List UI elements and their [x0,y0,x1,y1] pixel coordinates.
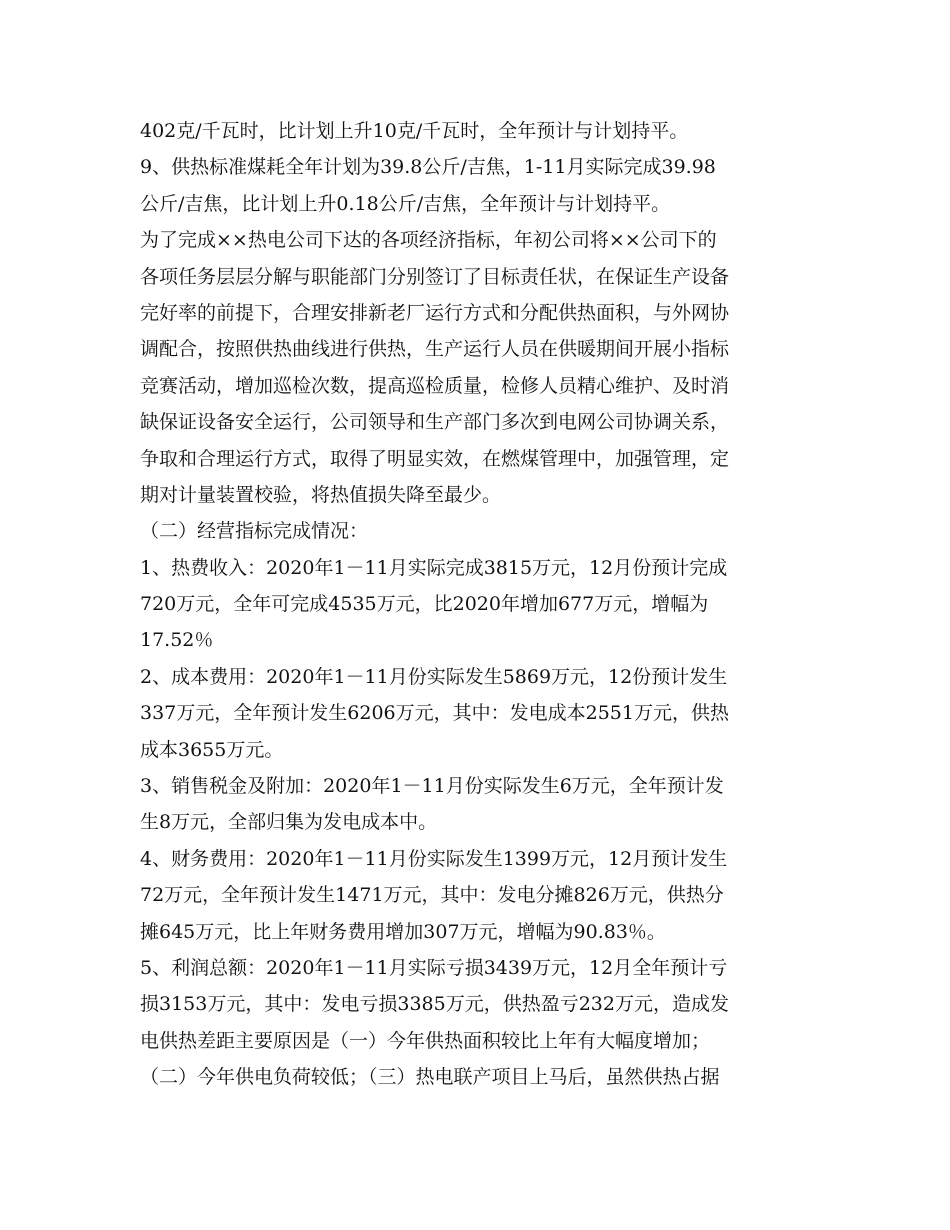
document-body [140,113,820,1096]
text-line: 争取和合理运行方式，取得了明显实效，在燃煤管理中，加强管理，定 [140,447,730,470]
text-line: 1、热费收入：2020年1－11月实际完成3815万元，12月份预计完成 [140,556,728,579]
section-heading: （二）经营指标完成情况： [140,520,369,543]
text-line: 402克/千瓦时，比计划上升10克/千瓦时，全年预计与计划持平。 [140,120,689,142]
text-line: 337万元，全年预计发生6206万元，其中：发电成本2551万元，供热 [140,702,729,725]
text-line: 缺保证设备安全运行，公司领导和生产部门多次到电网公司协调关系， [140,411,730,434]
text-line: 成本3655万元。 [140,738,284,761]
text-line: 调配合，按照供热曲线进行供热，生产运行人员在供暖期间开展小指标 [140,338,730,361]
text-line: 17.52％ [140,629,214,652]
text-line: 9、供热标准煤耗全年计划为39.8公斤/吉焦，1-11月实际完成39.98 [140,156,716,179]
text-line: 4、财务费用：2020年1－11月份实际发生1399万元，12月预计发生 [140,847,728,870]
text-line: 72万元，全年预计发生1471万元，其中：发电分摊826万元，供热分 [140,884,724,907]
text-line: 竞赛活动，增加巡检次数，提高巡检质量，检修人员精心维护、及时消 [140,374,730,397]
text-line: 3、销售税金及附加：2020年1－11月份实际发生6万元，全年预计发 [140,775,724,798]
text-line: 2、成本费用：2020年1－11月份实际发生5869万元，12份预计发生 [140,665,728,688]
text-line: 5、利润总额：2020年1－11月实际亏损3439万元，12月全年预计亏 [140,956,728,979]
text-line: 损3153万元，其中：发电亏损3385万元，供热盈亏232万元，造成发 [140,993,729,1016]
text-line: 720万元，全年可完成4535万元，比2020年增加677万元，增幅为 [140,593,709,616]
text-line: 生8万元，全部归集为发电成本中。 [140,811,438,834]
text-line: 摊645万元，比上年财务费用增加307万元，增幅为90.83％。 [140,920,666,943]
text-line: 电供热差距主要原因是（一）今年供热面积较比上年有大幅度增加； [140,1029,711,1052]
text-line: 期对计量装置校验，将热值损失降至最少。 [140,483,502,506]
text-line: 为了完成××热电公司下达的各项经济指标，年初公司将××公司下的 [140,229,717,252]
text-line: 各项任务层层分解与职能部门分别签订了目标责任状，在保证生产设备 [140,265,730,288]
text-line: 完好率的前提下，合理安排新老厂运行方式和分配供热面积，与外网协 [140,301,730,324]
text-line: 公斤/吉焦，比计划上升0.18公斤/吉焦，全年预计与计划持平。 [140,192,671,215]
text-line: （二）今年供电负荷较低；（三）热电联产项目上马后，虽然供热占据 [140,1066,720,1089]
